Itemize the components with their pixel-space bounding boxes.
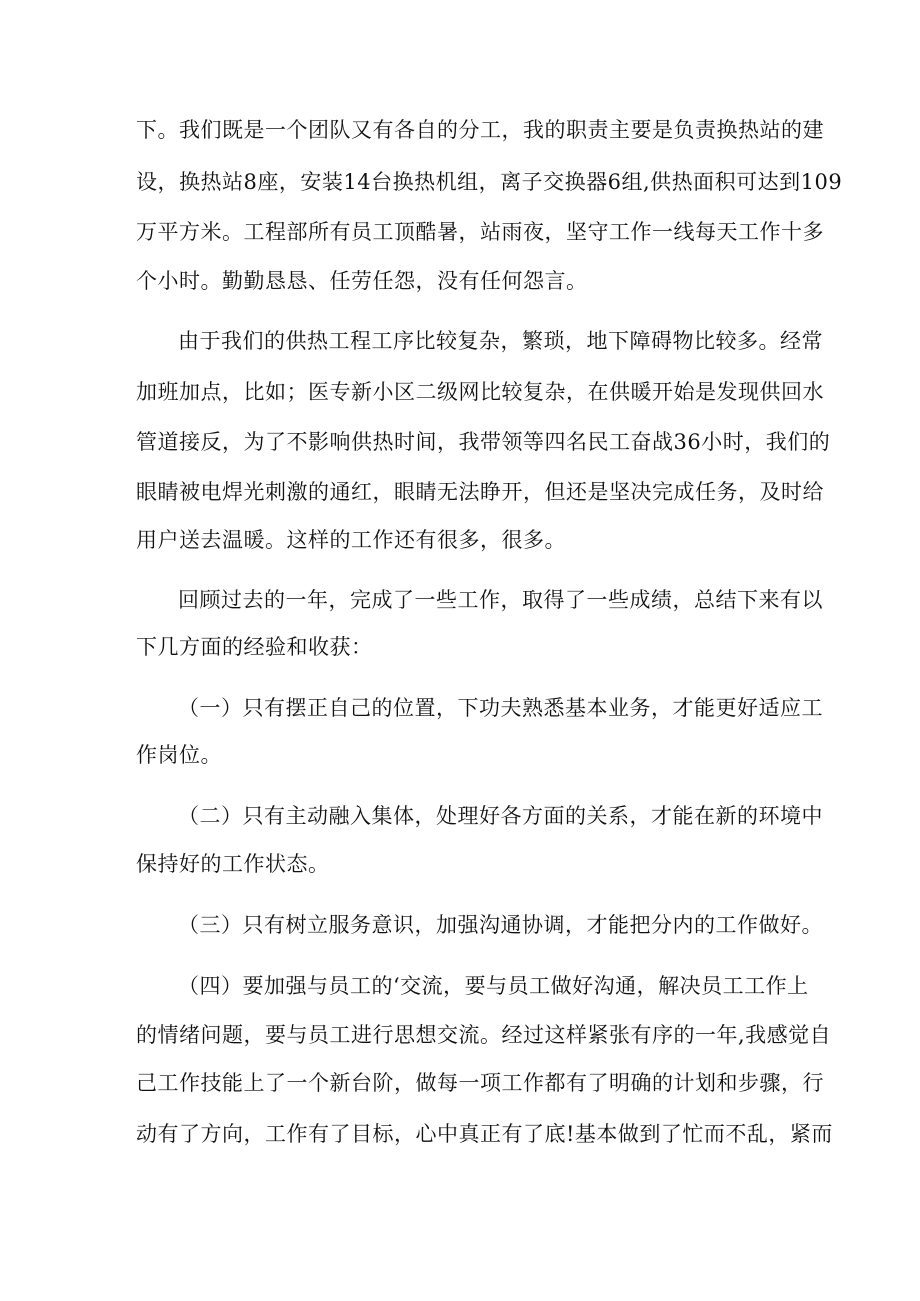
text-line: 动有了方向，工作有了目标，心中真正有了底!基本做到了忙而不乱，紧而	[136, 1122, 833, 1146]
text-line: （二）只有主动融入集体，处理好各方面的关系，才能在新的环境中	[178, 804, 823, 828]
text-line: 管道接反，为了不影响供热时间，我带领等四名民工奋战36小时，我们的	[136, 430, 831, 454]
text-line: 用户送去温暖。这样的工作还有很多，很多。	[136, 528, 566, 552]
text-line: 下几方面的经验和收获：	[136, 635, 373, 659]
text-line: 保持好的工作状态。	[136, 852, 330, 876]
text-line: （三）只有树立服务意识，加强沟通协调，才能把分内的工作做好。	[178, 913, 823, 937]
text-line: 的情绪问题，要与员工进行思想交流。经过这样紧张有序的一年,我感觉自	[136, 1023, 832, 1047]
text-line: （四）要加强与员工的‘交流，要与员工做好沟通，解决员工工作上	[178, 974, 809, 998]
text-line: （一）只有摆正自己的位置，下功夫熟悉基本业务，才能更好适应工	[178, 696, 823, 720]
text-line: 己工作技能上了一个新台阶，做每一项工作都有了明确的计划和步骤，行	[136, 1071, 824, 1095]
text-line: 由于我们的供热工程工序比较复杂，繁琐，地下障碍物比较多。经常	[178, 329, 823, 353]
text-line: 个小时。勤勤恳恳、任劳任怨，没有任何怨言。	[136, 269, 588, 293]
text-line: 作岗位。	[136, 743, 222, 767]
text-line: 加班加点，比如；医专新小区二级网比较复杂，在供暖开始是发现供回水	[136, 380, 824, 404]
text-line: 下。我们既是一个团队又有各自的分工，我的职责主要是负责换热站的建	[136, 118, 824, 142]
text-line: 眼睛被电焊光刺激的通红，眼睛无法睁开，但还是坚决完成任务，及时给	[136, 480, 824, 504]
text-line: 回顾过去的一年，完成了一些工作，取得了一些成绩，总结下来有以	[178, 588, 823, 612]
text-line: 万平方米。工程部所有员工顶酷暑，站雨夜，坚守工作一线每天工作十多	[136, 220, 824, 244]
text-line: 设，换热站8座，安装14台换热机组，离子交换器6组,供热面积可达到109	[136, 170, 843, 194]
